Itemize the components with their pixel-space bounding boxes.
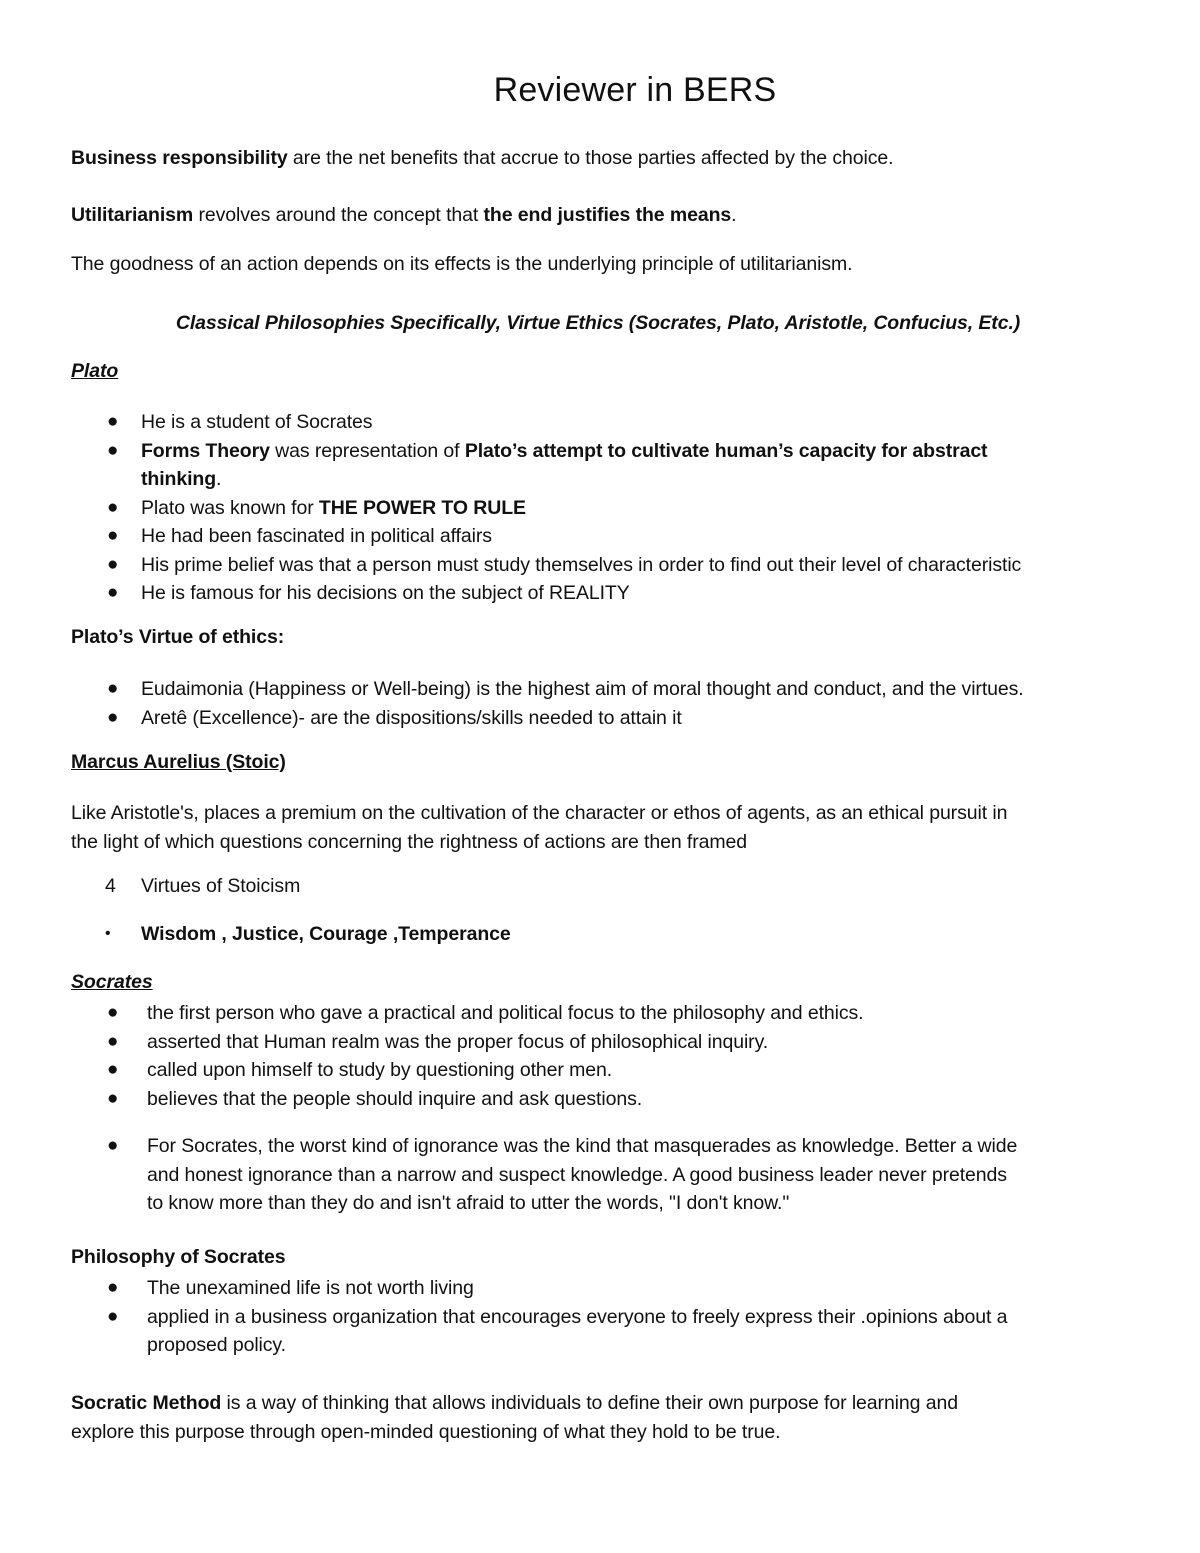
stoicism-label: Virtues of Stoicism: [141, 875, 301, 897]
list-item-continuation: [141, 465, 1021, 494]
list-item-text: believes that the people should inquire and ask questions.: [147, 1087, 643, 1110]
list-item-text: For Socrates, the worst kind of ignorance was the kind that masquerades as knowledge. Better a wide: [147, 1135, 1018, 1157]
plato-list: [107, 408, 1022, 608]
socrates-list: [107, 999, 1018, 1218]
paragraph-goodness: The goodness of an action depends on its effects is the underlying principle of utilitarianism.: [71, 253, 853, 275]
list-item-text: the first person who gave a practical and political focus to the philosophy and ethics.: [147, 1002, 864, 1024]
list-item-text: asserted that Human realm was the proper focus of philosophical inquiry.: [147, 1030, 769, 1053]
punctuation: .: [216, 468, 222, 490]
bullet-icon: ●: [107, 582, 119, 603]
heading-marcus-aurelius: Marcus Aurelius (Stoic): [71, 751, 286, 773]
list-item-text: called upon himself to study by questioning other men.: [147, 1059, 613, 1081]
list-item-text: proposed policy.: [147, 1334, 286, 1356]
bullet-icon: ●: [107, 553, 119, 575]
list-item: [107, 494, 1021, 523]
list-item: [107, 1274, 1007, 1303]
term-business-responsibility: Business responsibility: [71, 147, 288, 169]
list-item-text: His prime belief was that a person must study themselves in order to find out their level of characteristic: [141, 553, 1022, 576]
list-item: [107, 675, 1024, 704]
paragraph-socratic-method: [71, 1389, 958, 1446]
paragraph-business-responsibility: [71, 147, 893, 170]
list-item: [107, 1056, 1017, 1085]
list-item-text: to know more than they do and isn't afraid to utter the words, "I don't know.": [147, 1192, 790, 1214]
list-item: [107, 704, 1024, 733]
term-socratic-method: Socratic Method: [71, 1392, 222, 1414]
stoic-virtues: Wisdom , Justice, Courage ,Temperance: [141, 923, 511, 945]
bullet-icon: ●: [107, 1087, 119, 1109]
emphasis-text: thinking: [141, 468, 217, 490]
bullet-icon: ●: [107, 1135, 119, 1156]
list-item-text: Plato was known for: [141, 496, 319, 519]
list-item-text: and honest ignorance than a narrow and suspect knowledge. A good business leader never pretends: [147, 1163, 1007, 1186]
list-item-text: was representation of: [269, 439, 465, 462]
list-item: [107, 1132, 1018, 1218]
bullet-icon: ●: [107, 439, 119, 461]
bullet-icon: ●: [107, 1305, 119, 1327]
bullet-icon: ●: [107, 1059, 119, 1080]
paragraph-line: explore this purpose through open-minded questioning of what they hold to be true.: [71, 1420, 781, 1443]
definition-text: revolves around the concept that: [193, 204, 484, 226]
definition-text: are the net benefits that accrue to those parties affected by the choice.: [287, 147, 894, 169]
bullet-icon: ●: [107, 706, 119, 728]
bullet-icon: ●: [107, 1030, 119, 1052]
list-item-text: The unexamined life is not worth living: [147, 1277, 474, 1299]
heading-socrates: Socrates: [71, 971, 153, 993]
heading-plato-virtue: Plato’s Virtue of ethics:: [71, 626, 285, 648]
paragraph-line: the light of which questions concerning the rightness of actions are then framed: [71, 830, 747, 853]
paragraph-utilitarianism: [71, 204, 736, 227]
heading-philosophy-of-socrates: Philosophy of Socrates: [71, 1246, 286, 1268]
list-item: [107, 1085, 1017, 1114]
emphasis-text: THE POWER TO RULE: [318, 496, 526, 519]
bullet-icon: ●: [107, 1002, 119, 1023]
paragraph-marcus: [71, 799, 1007, 856]
term-forms-theory: Forms Theory: [141, 439, 270, 462]
list-item-text: He had been fascinated in political affairs: [141, 525, 492, 547]
list-item-text: Eudaimonia (Happiness or Well-being) is the highest aim of moral thought and conduct, and the virtues.: [141, 678, 1024, 700]
punctuation: .: [731, 204, 737, 226]
list-item-text: He is a student of Socrates: [141, 411, 373, 433]
bullet-icon: ●: [107, 411, 119, 432]
list-item-text: Aretê (Excellence)- are the dispositions/skills needed to attain it: [141, 706, 682, 729]
philosophy-list: [107, 1274, 1008, 1360]
stoicism-number: 4: [105, 875, 116, 897]
list-item: [107, 408, 1021, 437]
bullet-icon: ●: [107, 1277, 119, 1298]
bullet-icon: ●: [107, 496, 119, 518]
list-item: [107, 551, 1022, 580]
list-item-text: applied in a business organization that encourages everyone to freely express their .opinions about a: [147, 1305, 1008, 1328]
virtue-list: [107, 675, 1024, 732]
paragraph-line: Like Aristotle's, places a premium on the cultivation of the character or ethos of agents, as an ethical pursuit in: [71, 802, 1008, 824]
emphasis-text: the end justifies the means: [483, 204, 732, 226]
term-utilitarianism: Utilitarianism: [71, 204, 194, 226]
bullet-icon: •: [105, 925, 111, 942]
heading-plato: Plato: [71, 360, 119, 382]
list-item: [107, 522, 1021, 551]
list-item: [107, 999, 1017, 1028]
paragraph-line: is a way of thinking that allows individuals to define their own purpose for learning and: [221, 1392, 958, 1414]
list-item-text: He is famous for his decisions on the subject of REALITY: [141, 582, 630, 604]
list-item: [107, 1028, 1017, 1057]
section-heading: Classical Philosophies Specifically, Virtue Ethics (Socrates, Plato, Aristotle, Confucius, Etc.): [175, 312, 1021, 334]
list-item: [107, 1303, 1008, 1360]
bullet-icon: ●: [107, 678, 119, 699]
bullet-icon: ●: [107, 525, 119, 546]
emphasis-text: Plato’s attempt to cultivate human’s capacity for abstract: [464, 439, 988, 462]
list-item: [107, 437, 1021, 466]
list-item: [107, 579, 1021, 608]
page-title: Reviewer in BERS: [493, 71, 777, 109]
